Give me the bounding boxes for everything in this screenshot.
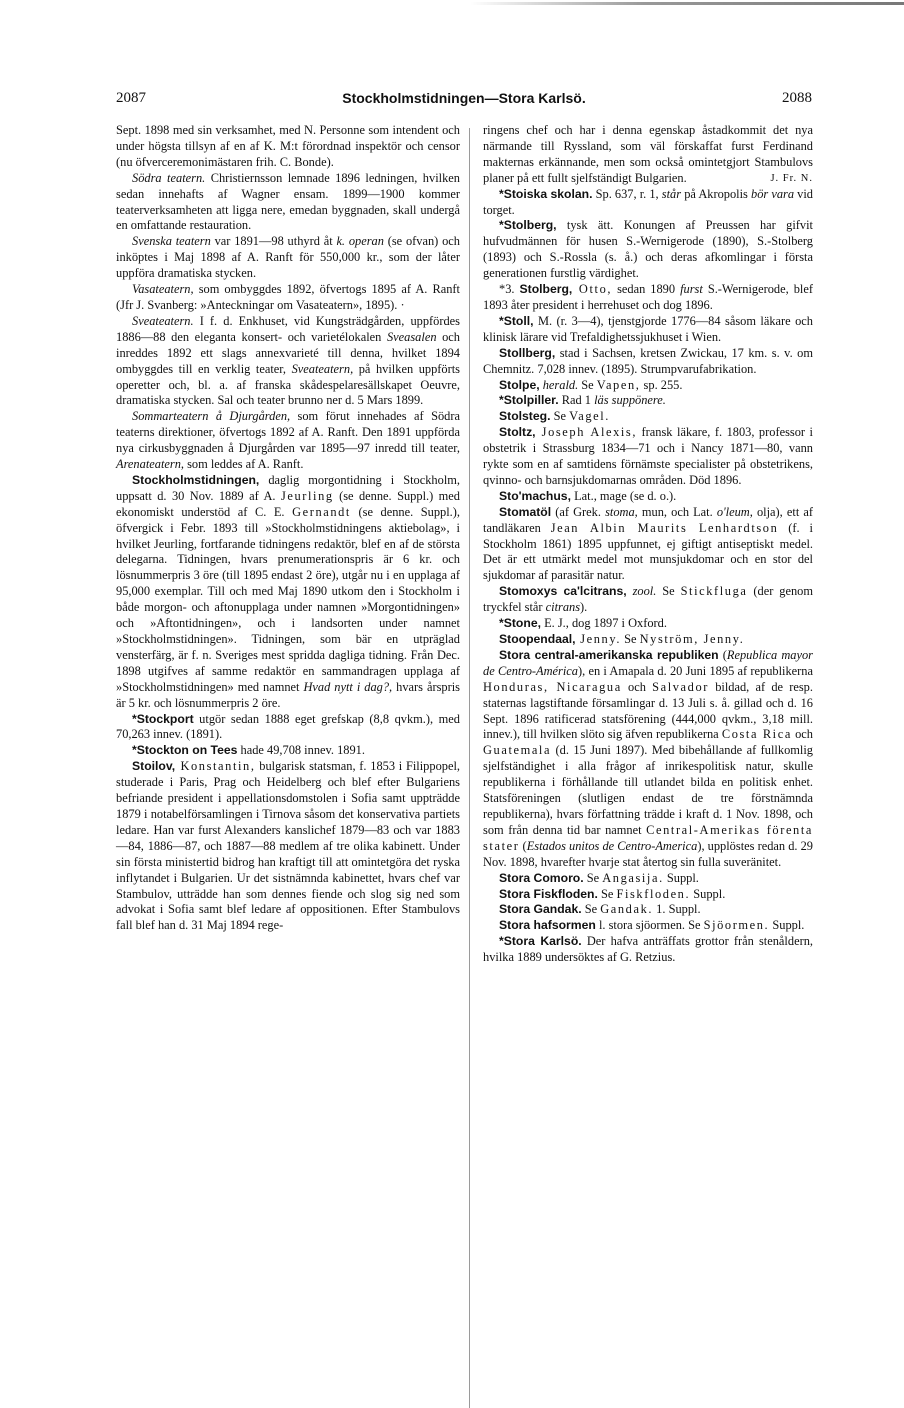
entry-stockton: *Stockton on Tees hade 49,708 innev. 1891. <box>132 743 365 758</box>
entry-stoilov: Stoilov, Konstantin, bulgarisk statsman, f. 1853 i Filippopel, studerade i Paris, Prag och Heidelberg och blef efter Bulgariens befriande president i appellationsdomstolen i Sofia samt uppträdde 1879 i notabelförsamlingen i Tirnova såsom det konservativa partiets ledare. Han var furst Alexanders kanslichef 1879—83 och var 1883 —84, 1886—87, och 1887—88 medlem af tre olika kabinett. Under sin första ministertid bidrog han kraftigt till att omintetgöra det ryska inflytandet i Bulgarien. Ur det sistnämnda kabinettet, hvars chef var Stambulov, utträdde han som dennes fiende och slog sig ned som advokat i Sofia samt blef ledare af oppositionen. Efter Stambulovs fall blef han d. 31 Maj 1894 rege- <box>116 759 460 933</box>
right-column <box>483 123 813 966</box>
page-edge-mark <box>470 2 904 5</box>
left-column <box>116 123 460 934</box>
entry-stora-karlso: *Stora Karlsö. Der hafva anträffats grottor från stenåldern, hvilka 1889 undersöktes af G. Retzius. <box>483 934 813 965</box>
paragraph: ringens chef och har i denna egenskap åstadkommit det nya närmande till Ryssland, som väl förskaffat furst Ferdinand makternas erkännande, men som också omintetgjort Stambulovs planer på ett fullt sjelfständigt Bulgarien. J. Fr. N. <box>483 123 813 185</box>
page-number-left: 2087 <box>116 90 146 106</box>
entry-stomoxys: Stomoxys ca'lcitrans, zool. Se Stickfluga (der genom tryckfel står citrans). <box>483 584 814 615</box>
entry-stolpe: Stolpe, herald. Se Vapen, sp. 255. <box>499 377 683 392</box>
entry-stoltz: Stoltz, Joseph Alexis, fransk läkare, f. 1803, professor i obstetrik i Strassburg 1834—71 och i Nancy 1871—80, vann rykte som en af samtidens förnämste specialister på obstetrikens, qvinno- och barnsjukdomarnas områden. Död 1896. <box>483 425 813 487</box>
entry-stora-comoro: Stora Comoro. Se Angasija. Suppl. <box>499 870 699 885</box>
entry-stockholmstidningen: Stockholmstidningen, daglig morgontidning i Stockholm, uppsatt d. 30 Nov. 1889 af A. Jeurling (se denne. Suppl.) med ekonomiskt understöd af C. E. Gernandt (se denne. Suppl.), öfvergick i Febr. 1893 till »Stockholmstidningens aktiebolag», i hvilket Jeurling, fortfarande tidningens redaktör, blef en af de största delegarna. Tidningen, hvars prenumerationspris är 6 kr. och lösnummerpris 3 öre (till 1895 endast 2 öre), utgår nu i en upplaga af 95,000 exemplar. Till och med Maj 1890 utkom den i Stockholm i både morgon- och aftonupplaga under namnen »Morgontidningen» och »Aftontidningen», och i landsorten under namnet »Stockholmstidningen». Tidningen, som bär en utpräglad vensterfärg, är f. n. Sveriges mest spridda dagliga tidning. Från Dec. 1898 utgifves af samme redaktör en sammandragen upplaga af »Stockholmstidningen» med namnet Hvad nytt i dag?, hvars årspris är 5 kr. och lösnummerpris 2 öre. <box>116 472 461 710</box>
paragraph: Vasateatern, som ombyggdes 1892, öfvertogs 1895 af A. Ranft (Jfr J. Svanberg: »Anteckningar om Vasateatern», 1895). · <box>116 282 460 312</box>
signature: J. Fr. N. <box>770 172 813 184</box>
paragraph: Svenska teatern var 1891—98 uthyrd åt k. operan (se ofvan) och inköptes i Maj 1898 af A. Ranft för 550,000 kr., som der låter uppföra dramatiska stycken. <box>116 234 460 281</box>
column-divider <box>469 128 470 1408</box>
entry-stoopendaal: Stoopendaal, Jenny. Se Nyström, Jenny. <box>499 632 745 646</box>
entry-stolsteg: Stolsteg. Se Vagel. <box>499 409 610 424</box>
entry-stockport: *Stockport utgör sedan 1888 eget grefskap (8,8 qvkm.), med 70,263 innev. (1891). <box>116 711 460 742</box>
paragraph: Sveateatern. I f. d. Enkhuset, vid Kungsträdgården, uppfördes 1886—88 den eleganta konsert- och varietélokalen Sveasalen och inreddes 1892 ett slags annexvarieté till denna, hvilket 1894 ombyggdes till en verklig teater, Sveateatern, på hvilken uppförts operetter och, bl. a. af franska skådespelaresällskapet Oeuvre, dramatiska stycken. Sal och teater brunno ner d. 5 Mars 1899. <box>116 313 460 408</box>
running-title: Stockholmstidningen—Stora Karlsö. <box>342 90 586 106</box>
entry-stomatol: Stomatöl (af Grek. stoma, mun, och Lat. o'leum, olja), ett af tandläkaren Jean Albin Maurits Lenhardtson (f. i Stockholm 1861) 1895 uppfunnet, ej giftigt antiseptiskt medel. Det är ett utmärkt medel mot munsjukdomar och en stor del sjukdomar af parasitär natur. <box>483 504 813 583</box>
entry-stora-hafsormen: Stora hafsormen l. stora sjöormen. Se Sjöormen. Suppl. <box>499 918 805 933</box>
entry-stoll: *Stoll, M. (r. 3—4), tjenstgjorde 1776—84 såsom läkare och klinisk lärare vid Trefaldighetssjukhuset i Wien. <box>483 313 813 344</box>
entry-stolpiller: *Stolpiller. Rad 1 läs suppönere. <box>499 393 666 408</box>
entry-stomachus: Sto'machus, Lat., mage (se d. o.). <box>499 488 677 503</box>
entry-stoiska-skolan: *Stoiska skolan. Sp. 637, r. 1, står på Akropolis bör vara vid torget. <box>483 186 813 217</box>
paragraph: Södra teatern. Christiernsson lemnade 1896 ledningen, hvilken sedan innehafts af Wagner ensam. 1899—1900 kommer teaterverksamheten att ligga nere, emedan byggnaden, skall undergå en omfattande restauration. <box>116 170 460 233</box>
entry-stollberg: Stollberg, stad i Sachsen, kretsen Zwickau, 17 km. s. v. om Chemnitz. 7,028 innev. (1895). Strumpvarufabrikation. <box>483 345 813 376</box>
page-header <box>116 88 812 112</box>
entry-stora-fiskfloden: Stora Fiskfloden. Se Fiskfloden. Suppl. <box>499 886 726 901</box>
entry-stora-gandak: Stora Gandak. Se Gandak. 1. Suppl. <box>499 902 701 917</box>
entry-stolberg: *Stolberg, tysk ätt. Konungen af Preussen har gifvit hufvudmännen för husen S.-Wernigerode (1890), S.-Stolberg (1893) och S.-Rossla (s. å.) och deras afkomlingar i första generationen furstlig värdighet. <box>483 218 813 281</box>
paragraph: Sommarteatern å Djurgården, som förut innehades af Södra teaterns direktioner, öfvertogs 1892 af A. Ranft. Den 1891 uppförda nya cirkusbyggnaden å Djurgården var 1895—97 inredd till teater, Arenateatern, som leddes af A. Ranft. <box>116 409 460 472</box>
entry-stolberg-otto: *3. Stolberg, Otto, sedan 1890 furst S.-Wernigerode, blef 1893 åter president i herrehuset och dog 1896. <box>483 282 813 312</box>
paragraph: Sept. 1898 med sin verksamhet, med N. Personne som intendent och under högsta tillsyn af en af K. M:t förordnad inspektör och censor (nu öfverceremonimästaren frih. C. Bonde). <box>116 123 460 169</box>
page-number-right: 2088 <box>782 90 812 106</box>
entry-stora-central-amerikanska: Stora central-amerikanska republiken (Republica mayor de Centro-América), en i Amapala d. 20 Juni 1895 af republikerna Honduras, Nicaragua och Salvador bildad, af de resp. staternas lagstiftande församlingar d. 13 Juli s. å. gillad och d. 16 Sept. 1896 ratificerad statsförening (444,000 qvkm., 3,18 mill. innev.), till hvilken slöto sig äfven republikerna Costa Rica och Guatemala (d. 15 Juni 1897). Med bibehållande af fullkomlig sjelfständighet i alla frågor af inrikespolitisk natur, skulle republikerna i förhållande till utlandet bilda en politisk enhet. Statsföreningen (slutligen endast de tre förstnämnda republikerna), hvars författning trädde i kraft d. 1 Nov. 1898, och som från denna tid bar namnet Central-Amerikas förenta stater (Estados unitos de Centro-America), upplöstes redan d. 29 Nov. 1898, hvarefter hvarje stat återtog sin fulla suveränitet. <box>483 647 814 869</box>
entry-stone: *Stone, E. J., dog 1897 i Oxford. <box>499 616 667 631</box>
